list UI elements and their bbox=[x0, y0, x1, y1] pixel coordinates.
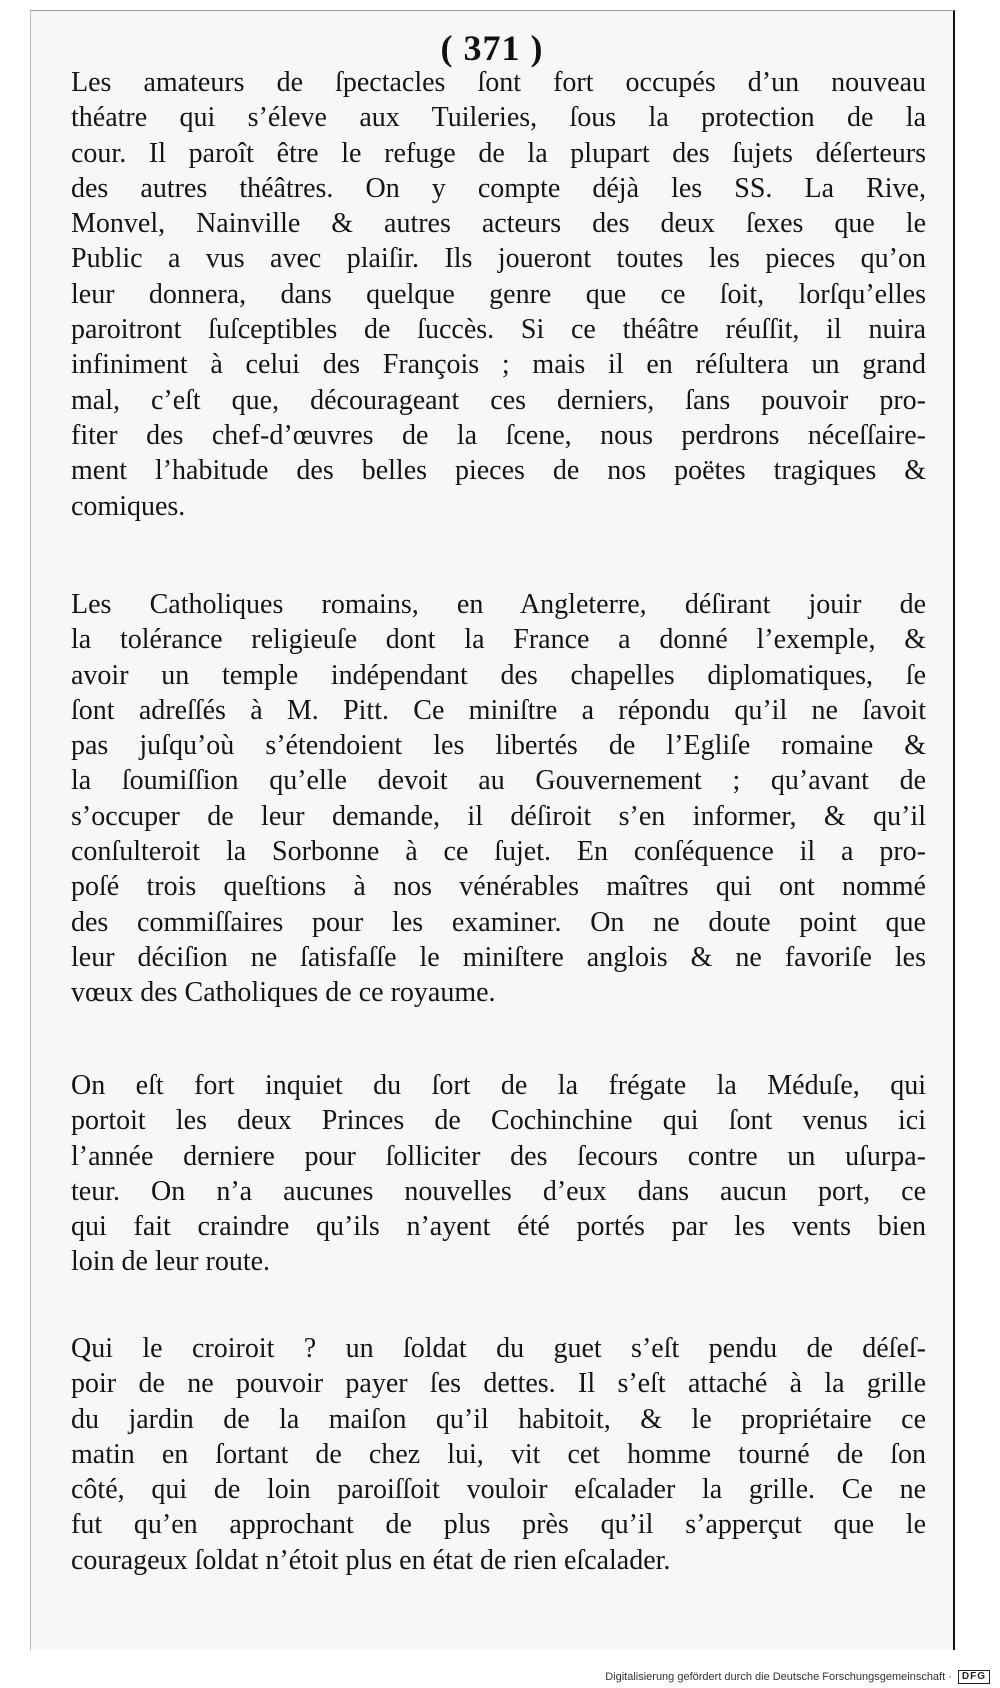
dfg-logo: DFG bbox=[958, 1670, 990, 1684]
text-line: leur donnera, dans quelque genre que ce ſoit, lorſqu’elles bbox=[71, 278, 926, 310]
text-line: côté, qui de loin paroiſſoit vouloir eſcalader la grille. Ce ne bbox=[71, 1474, 926, 1506]
text-line: ment l’habitude des belles pieces de nos poëtes tragiques & bbox=[71, 455, 926, 487]
text-line: paroitront ſuſceptibles de ſuccès. Si ce théâtre réuſſit, il nuira bbox=[71, 314, 926, 346]
text-line: infiniment à celui des François ; mais il en réſultera un grand bbox=[71, 349, 926, 381]
text-line: théatre qui s’éleve aux Tuileries, ſous la protection de la bbox=[71, 102, 926, 134]
paragraph-meduse bbox=[71, 1068, 926, 1280]
text-line: conſulteroit la Sorbonne à ce ſujet. En conſéquence il a pro- bbox=[71, 836, 926, 868]
text-line: vœux des Catholiques de ce royaume. bbox=[71, 977, 496, 1009]
text-line: la ſoumiſſion qu’elle devoit au Gouvernement ; qu’avant de bbox=[71, 765, 926, 797]
text-line: poir de ne pouvoir payer ſes dettes. Il s’eſt attaché à la grille bbox=[71, 1368, 926, 1400]
text-line: Qui le croiroit ? un ſoldat du guet s’eſt pendu de déſeſ- bbox=[71, 1333, 926, 1364]
text-line: la tolérance religieuſe dont la France a donné l’exemple, & bbox=[71, 624, 926, 656]
text-line: ſont adreſſés à M. Pitt. Ce miniſtre a répondu qu’il ne ſavoit bbox=[71, 694, 926, 726]
text-line: comiques. bbox=[71, 490, 186, 522]
text-line: fiter des chef-d’œuvres de la ſcene, nous perdrons néceſſaire- bbox=[71, 419, 926, 451]
text-line: matin en ſortant de chez lui, vit cet homme tourné de ſon bbox=[71, 1438, 926, 1470]
text-line: qui fait craindre qu’ils n’ayent été portés par les vents bien bbox=[71, 1211, 926, 1243]
text-line: courageux ſoldat n’étoit plus en état de rien eſcalader. bbox=[71, 1544, 671, 1576]
paragraph-theatre bbox=[71, 65, 926, 524]
text-line: Monvel, Nainville & autres acteurs des deux ſexes que le bbox=[71, 208, 926, 240]
text-line: mal, c’eſt que, décourageant ces derniers, ſans pouvoir pro- bbox=[71, 384, 926, 416]
text-line: cour. Il paroît être le refuge de la plupart des ſujets déſerteurs bbox=[71, 137, 926, 169]
page-number: ( 371 ) bbox=[440, 28, 544, 68]
text-line: Les amateurs de ſpectacles ſont fort occupés d’un nouveau bbox=[71, 67, 926, 98]
text-line: poſé trois queſtions à nos vénérables maîtres qui ont nommé bbox=[71, 871, 926, 903]
text-line: fut qu’en approchant de plus près qu’il s’apperçut que le bbox=[71, 1509, 926, 1541]
text-line: loin de leur route. bbox=[71, 1246, 271, 1278]
text-line: Public a vus avec plaiſir. Ils joueront toutes les pieces qu’on bbox=[71, 243, 926, 275]
text-line: teur. On n’a aucunes nouvelles d’eux dans aucun port, ce bbox=[71, 1175, 926, 1207]
text-line: du jardin de la maiſon qu’il habitoit, & le propriétaire ce bbox=[71, 1403, 926, 1435]
text-line: pas juſqu’où s’étendoient les libertés de l’Egliſe romaine & bbox=[71, 730, 926, 762]
digitization-credit bbox=[605, 1670, 990, 1684]
text-line: avoir un temple indépendant des chapelles diplomatiques, ſe bbox=[71, 659, 926, 691]
text-line: leur déciſion ne ſatisfaſſe le miniſtere anglois & ne favoriſe les bbox=[71, 941, 926, 973]
paragraph-catholics bbox=[71, 587, 926, 1011]
credit-text: Digitalisierung gefördert durch die Deutsche Forschungsgemeinschaft · bbox=[605, 1671, 952, 1683]
text-line: On eſt fort inquiet du ſort de la frégate la Méduſe, qui bbox=[71, 1070, 926, 1101]
text-line: des autres théâtres. On y compte déjà les SS. La Rive, bbox=[71, 172, 926, 204]
text-line: des commiſſaires pour les examiner. On ne doute point que bbox=[71, 906, 926, 938]
paragraph-soldier bbox=[71, 1331, 926, 1578]
text-line: l’année derniere pour ſolliciter des ſecours contre un uſurpa- bbox=[71, 1140, 926, 1172]
text-line: Les Catholiques romains, en Angleterre, déſirant jouir de bbox=[71, 589, 926, 620]
scanned-page bbox=[30, 10, 955, 1650]
text-line: portoit les deux Princes de Cochinchine qui ſont venus ici bbox=[71, 1105, 926, 1137]
text-line: s’occuper de leur demande, il déſiroit s’en informer, & qu’il bbox=[71, 800, 926, 832]
